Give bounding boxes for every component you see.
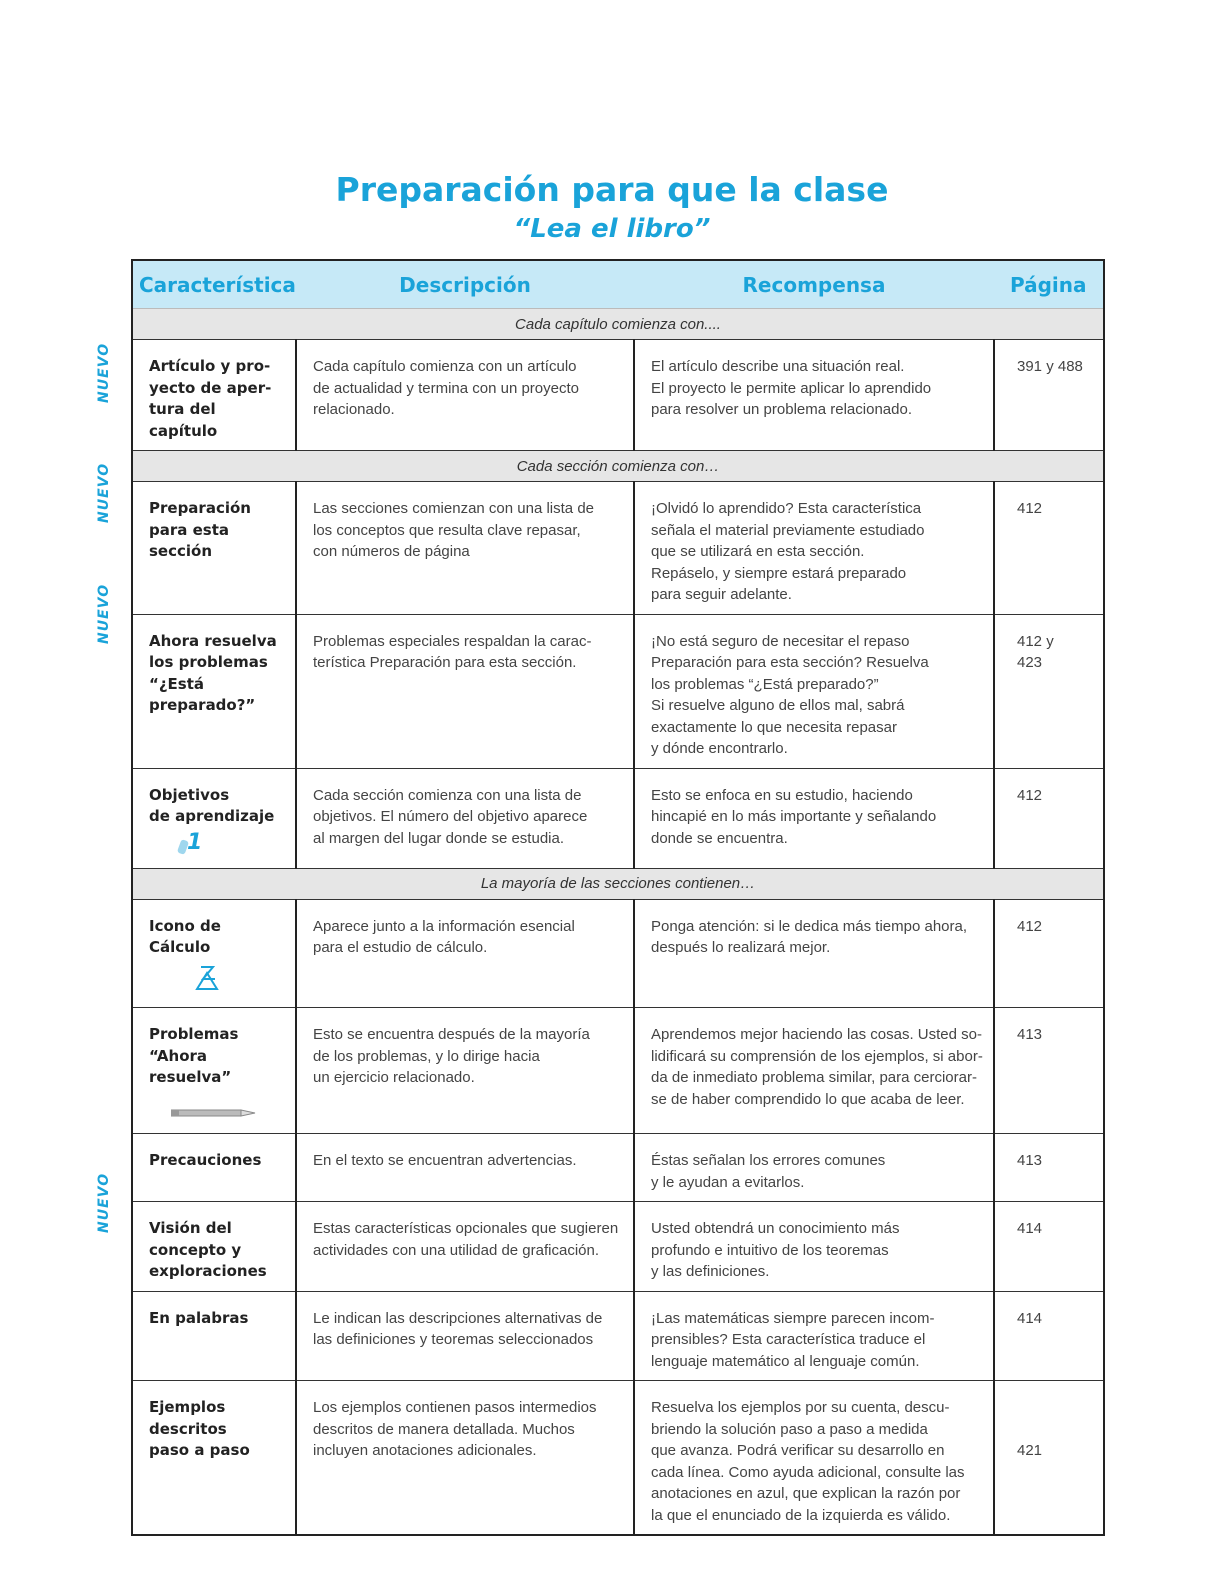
reward-cell: Éstas señalan los errores comunes y le ayudan a evitarlos.: [634, 1134, 994, 1202]
reward-cell: Ponga atención: si le dedica más tiempo ahora, después lo realizará mejor.: [634, 899, 994, 1008]
nuevo-label-words: NUEVO: [96, 1172, 112, 1233]
description-cell: Las secciones comienzan con una lista de los conceptos que resulta clave repasar, con números de página: [296, 482, 634, 615]
description-cell: Cada sección comienza con una lista de objetivos. El número del objetivo aparece al margen del lugar donde se estudia.: [296, 768, 634, 868]
table-row: [132, 899, 1104, 1008]
feature-cell: Visión del concepto y exploraciones: [132, 1202, 296, 1292]
pencil-icon: [149, 1093, 285, 1126]
reward-cell: Resuelva los ejemplos por su cuenta, descu- briendo la solución paso a paso a medida que avanza. Podrá verificar su desarrollo en cada línea. Como ayuda adicional, consulte las anotaciones en azul, que explican la razón por la que el enunciado de la izquierda es válido.: [634, 1381, 994, 1536]
reward-cell: Usted obtendrá un conocimiento más profundo e intuitivo de los teoremas y las definiciones.: [634, 1202, 994, 1292]
page-cell: 413: [994, 1134, 1104, 1202]
table-row: [132, 614, 1104, 768]
description-cell: En el texto se encuentran advertencias.: [296, 1134, 634, 1202]
page-cell: 412: [994, 768, 1104, 868]
feature-cell: Ejemplos descritos paso a paso: [132, 1381, 296, 1536]
table-row: [132, 340, 1104, 451]
feature-cell: [132, 768, 296, 868]
header-feature: Característica: [132, 260, 296, 309]
section-label: La mayoría de las secciones contienen…: [132, 868, 1104, 899]
reward-cell: Aprendemos mejor haciendo las cosas. Usted so- lidificará su comprensión de los ejemplos, si abor- da de inmediato problema similar, para cerciorar- se de haber comprendido lo que acaba de leer.: [634, 1008, 994, 1134]
table-row: [132, 1291, 1104, 1381]
page-cell: 413: [994, 1008, 1104, 1134]
reward-cell: El artículo describe una situación real. El proyecto le permite aplicar lo aprendido para resolver un problema relacionado.: [634, 340, 994, 451]
feature-label: Problemas “Ahora resuelva”: [149, 1025, 239, 1086]
feature-label: Icono de Cálculo: [149, 916, 221, 956]
reward-cell: ¡No está seguro de necesitar el repaso Preparación para esta sección? Resuelva los problemas “¿Está preparado?” Si resuelve alguno de ellos mal, sabrá exactamente lo que necesita repasar y dónde encontrarlo.: [634, 614, 994, 768]
nuevo-label-preparation: NUEVO: [96, 462, 112, 523]
features-table: [131, 259, 1105, 1536]
section-label: Cada capítulo comienza con....: [132, 309, 1104, 340]
section-row: [132, 868, 1104, 899]
page-cell: 421: [994, 1381, 1104, 1536]
header-row: [132, 260, 1104, 309]
calculus-icon: [149, 963, 285, 1000]
feature-cell: En palabras: [132, 1291, 296, 1381]
page-cell: 412: [994, 482, 1104, 615]
description-cell: Esto se encuentra después de la mayoría de los problemas, y lo dirige hacia un ejercicio relacionado.: [296, 1008, 634, 1134]
nuevo-label-article: NUEVO: [96, 342, 112, 403]
header-page: Página: [994, 260, 1104, 309]
page-cell: 412: [994, 899, 1104, 1008]
page-cell: 414: [994, 1291, 1104, 1381]
description-cell: Le indican las descripciones alternativas de las definiciones y teoremas seleccionados: [296, 1291, 634, 1381]
table-row: [132, 482, 1104, 615]
feature-cell: [132, 899, 296, 1008]
description-cell: Problemas especiales respaldan la carac- terística Preparación para esta sección.: [296, 614, 634, 768]
feature-cell: Ahora resuelva los problemas “¿Está preparado?”: [132, 614, 296, 768]
feature-cell: Precauciones: [132, 1134, 296, 1202]
page-cell: 391 y 488: [994, 340, 1104, 451]
reward-cell: ¡Las matemáticas siempre parecen incom- prensibles? Esta característica traduce el lenguaje matemático al lenguaje común.: [634, 1291, 994, 1381]
table-row: [132, 1008, 1104, 1134]
feature-cell: Preparación para esta sección: [132, 482, 296, 615]
table-row: [132, 1381, 1104, 1536]
page-subtitle: “Lea el libro”: [513, 214, 711, 244]
section-row: [132, 309, 1104, 340]
section-label: Cada sección comienza con…: [132, 451, 1104, 482]
table-row: [132, 1202, 1104, 1292]
feature-cell: Artículo y pro- yecto de aper- tura del capítulo: [132, 340, 296, 451]
page-cell: 414: [994, 1202, 1104, 1292]
page-cell: 412 y 423: [994, 614, 1104, 768]
description-cell: Aparece junto a la información esencial para el estudio de cálculo.: [296, 899, 634, 1008]
description-cell: Estas características opcionales que sugieren actividades con una utilidad de graficación.: [296, 1202, 634, 1292]
table-row: [132, 768, 1104, 868]
page-title: Preparación para que la clase: [335, 170, 889, 209]
table-row: [132, 1134, 1104, 1202]
objective-number: 1: [187, 829, 203, 855]
feature-cell: [132, 1008, 296, 1134]
header-description: Descripción: [296, 260, 634, 309]
nuevo-label-ready: NUEVO: [96, 583, 112, 644]
header-reward: Recompensa: [634, 260, 994, 309]
reward-cell: ¡Olvidó lo aprendido? Esta característica señala el material previamente estudiado que se utilizará en esta sección. Repáselo, y siempre estará preparado para seguir adelante.: [634, 482, 994, 615]
description-cell: Cada capítulo comienza con un artículo de actualidad y termina con un proyecto relacionado.: [296, 340, 634, 451]
objective-badge-icon: [149, 829, 285, 856]
section-row: [132, 451, 1104, 482]
feature-label: Objetivos de aprendizaje: [149, 785, 275, 825]
reward-cell: Esto se enfoca en su estudio, haciendo hincapié en lo más importante y señalando donde se encuentra.: [634, 768, 994, 868]
description-cell: Los ejemplos contienen pasos intermedios descritos de manera detallada. Muchos incluyen anotaciones adicionales.: [296, 1381, 634, 1536]
